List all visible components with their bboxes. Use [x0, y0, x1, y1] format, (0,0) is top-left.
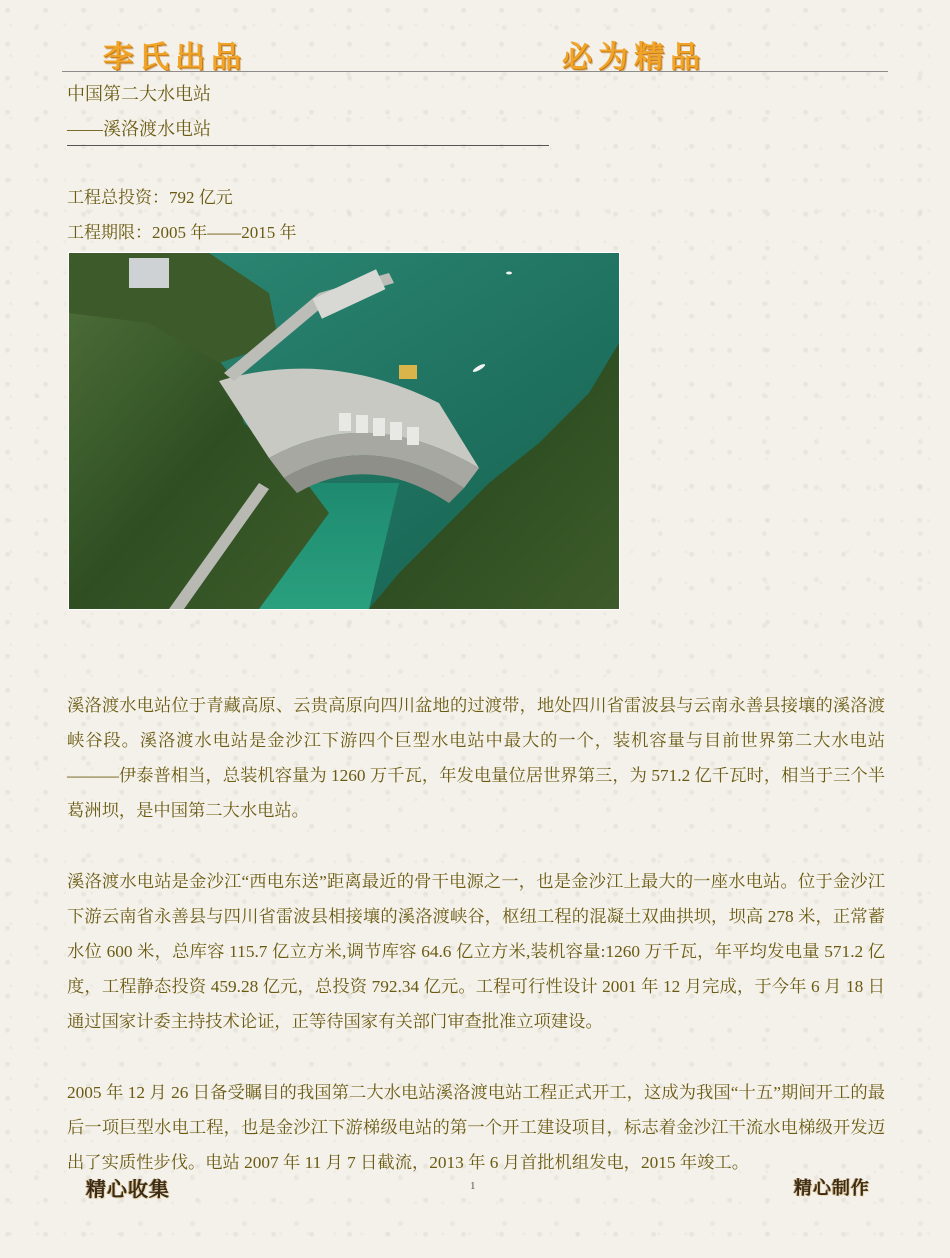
- footer-stamp-left: 精心收集: [86, 1177, 170, 1201]
- dam-aerial-photo: [68, 252, 620, 610]
- footer-stamp-right: 精心制作: [794, 1178, 870, 1199]
- paragraph-construction-timeline: 2005 年 12 月 26 日备受瞩目的我国第二大水电站溪洛渡电站工程正式开工，这成为我国“十五”期间开工的最后一项巨型水电工程，也是金沙江下游梯级电站的第一个开工建设项目，标志着金沙江干流水电梯级开发迈出了实质性步伐。电站 2007 年 11 月 7 日截流，2013 年 6 月首批机组发电，2015 年竣工。: [67, 1083, 885, 1172]
- document-title: 中国第二大水电站: [67, 84, 211, 104]
- title-divider: [67, 145, 549, 146]
- header-banner-left: 李氏出品: [103, 40, 247, 75]
- header-banner-right: 必为精品: [562, 40, 706, 75]
- dam-illustration: [69, 253, 619, 609]
- paragraph-location: 溪洛渡水电站位于青藏高原、云贵高原向四川盆地的过渡带，地处四川省雷波县与云南永善县接壤的溪洛渡峡谷段。溪洛渡水电站是金沙江下游四个巨型水电站中最大的一个，装机容量与目前世界第二大水电站———伊泰普相当，总装机容量为 1260 万千瓦，年发电量位居世界第三，为 571.2 亿千瓦时，相当于三个半葛洲坝，是中国第二大水电站。: [67, 696, 885, 820]
- header-divider: [62, 71, 888, 72]
- project-period: 工程期限：2005 年——2015 年: [67, 223, 297, 242]
- page-number: 1: [470, 1180, 476, 1192]
- paragraph-specifications: 溪洛渡水电站是金沙江“西电东送”距离最近的骨干电源之一，也是金沙江上最大的一座水电站。位于金沙江下游云南省永善县与四川省雷波县相接壤的溪洛渡峡谷，枢纽工程的混凝土双曲拱坝，坝高 278 米，正常蓄水位 600 米，总库容 115.7 亿立方米,调节库容 64.6 亿立方米,装机容量:1260 万千瓦，年平均发电量 571.2 亿度，工程静态投资 459.28 亿元，总投资 792.34 亿元。工程可行性设计 2001 年 12 月完成，于今年 6 月 18 日通过国家计委主持技术论证，正等待国家有关部门审查批准立项建设。: [67, 872, 885, 1031]
- document-subtitle: ——溪洛渡水电站: [67, 119, 211, 139]
- total-investment: 工程总投资：792 亿元: [67, 188, 233, 207]
